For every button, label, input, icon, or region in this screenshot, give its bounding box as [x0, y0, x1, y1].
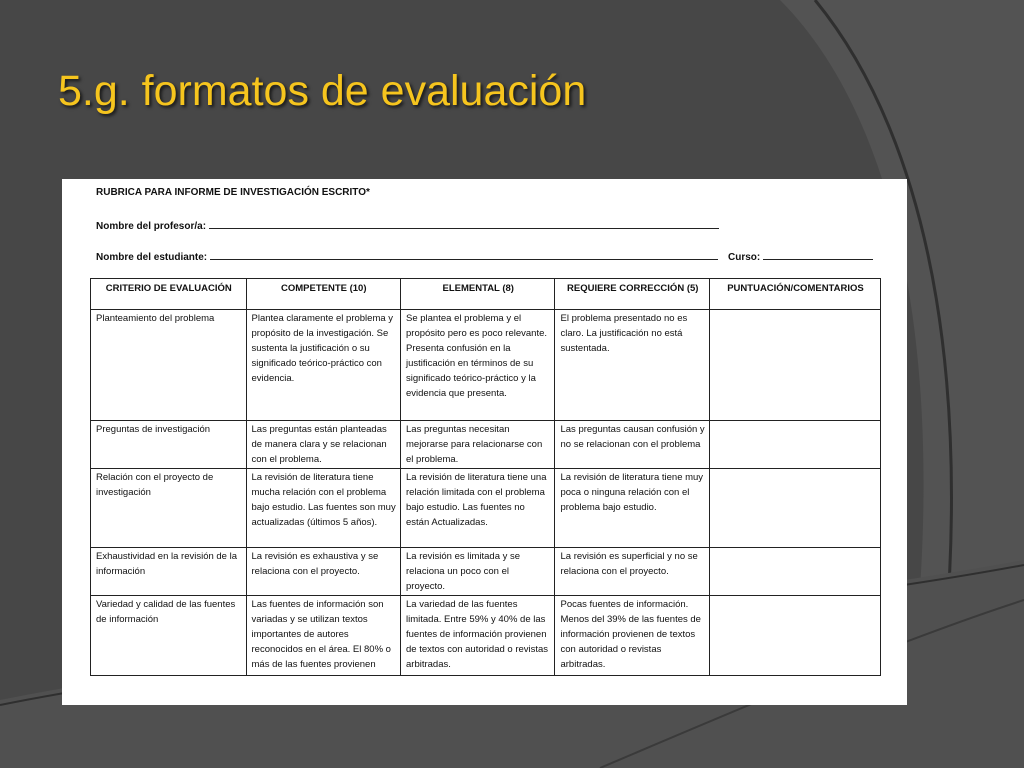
table-row — [91, 596, 881, 676]
table-row — [91, 310, 881, 421]
table-header-row — [91, 279, 881, 310]
table-row — [91, 469, 881, 548]
cell-competente: Las fuentes de información son variadas y se utilizan textos importantes de autores reconocidos en el área. El 80% o más de las fuentes provienen — [246, 596, 400, 676]
header-criterio: CRITERIO DE EVALUACIÓN — [91, 279, 247, 310]
cell-requiere: La revisión de literatura tiene muy poca o ninguna relación con el problema bajo estudio. — [555, 469, 709, 548]
cell-competente: La revisión es exhaustiva y se relaciona con el proyecto. — [246, 548, 400, 596]
estudiante-field — [96, 250, 718, 263]
cell-puntuacion — [709, 469, 880, 548]
cell-puntuacion — [709, 421, 880, 469]
cell-competente: La revisión de literatura tiene mucha relación con el problema bajo estudio. Las fuentes son muy actualizadas (últimos 5 años). — [246, 469, 400, 548]
cell-elemental: Se plantea el problema y el propósito pero es poco relevante. Presenta confusión en la justificación en términos de su significado teórico-práctico y la evidencia que presenta. — [401, 310, 555, 421]
cell-puntuacion — [709, 310, 880, 421]
slide-title: 5.g. formatos de evaluación — [58, 67, 587, 115]
cell-requiere: El problema presentado no es claro. La justificación no está sustentada. — [555, 310, 709, 421]
profesor-field — [96, 219, 719, 232]
cell-competente: Las preguntas están planteadas de manera clara y se relacionan con el problema. — [246, 421, 400, 469]
header-competente: COMPETENTE (10) — [246, 279, 400, 310]
profesor-blank-line — [209, 219, 719, 229]
profesor-label: Nombre del profesor/a: — [96, 221, 207, 232]
cell-requiere: Pocas fuentes de información. Menos del 39% de las fuentes de información provienen de textos con autoridad o revistas arbitradas. — [555, 596, 709, 676]
header-puntuacion: PUNTUACIÓN/COMENTARIOS — [709, 279, 880, 310]
document-heading: RUBRICA PARA INFORME DE INVESTIGACIÓN ESCRITO* — [96, 187, 370, 198]
curso-field — [728, 250, 873, 263]
rubric-document-image — [62, 179, 907, 705]
cell-criterio: Relación con el proyecto de investigación — [91, 469, 247, 548]
rubric-table — [90, 278, 881, 676]
estudiante-label: Nombre del estudiante: — [96, 252, 208, 263]
cell-elemental: Las preguntas necesitan mejorarse para relacionarse con el problema. — [401, 421, 555, 469]
cell-puntuacion — [709, 548, 880, 596]
header-requiere: REQUIERE CORRECCIÓN (5) — [555, 279, 709, 310]
cell-requiere: Las preguntas causan confusión y no se relacionan con el problema — [555, 421, 709, 469]
estudiante-blank-line — [210, 250, 718, 260]
cell-elemental: La variedad de las fuentes limitada. Entre 59% y 40% de las fuentes de información provienen de textos con autoridad o revistas arbitradas. — [401, 596, 555, 676]
cell-puntuacion — [709, 596, 880, 676]
header-elemental: ELEMENTAL (8) — [401, 279, 555, 310]
cell-requiere: La revisión es superficial y no se relaciona con el proyecto. — [555, 548, 709, 596]
table-row — [91, 421, 881, 469]
cell-elemental: La revisión es limitada y se relaciona un poco con el proyecto. — [401, 548, 555, 596]
cell-criterio: Exhaustividad en la revisión de la información — [91, 548, 247, 596]
cell-elemental: La revisión de literatura tiene una relación limitada con el problema bajo estudio. Las fuentes no están Actualizadas. — [401, 469, 555, 548]
cell-criterio: Variedad y calidad de las fuentes de información — [91, 596, 247, 676]
curso-label: Curso: — [728, 252, 761, 263]
cell-criterio: Preguntas de investigación — [91, 421, 247, 469]
curso-blank-line — [763, 250, 873, 260]
cell-competente: Plantea claramente el problema y propósito de la investigación. Se sustenta la justificación o su significado teórico-práctico con evidencia. — [246, 310, 400, 421]
table-row — [91, 548, 881, 596]
cell-criterio: Planteamiento del problema — [91, 310, 247, 421]
